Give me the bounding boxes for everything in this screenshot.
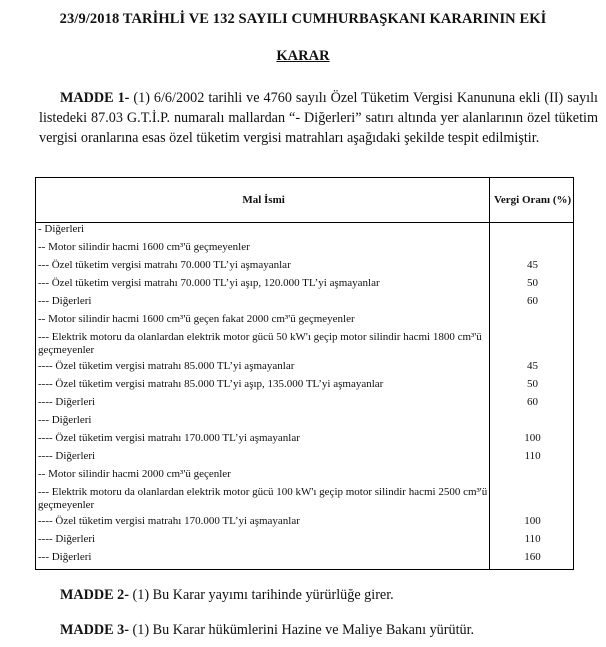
row-rate: 60 bbox=[490, 295, 574, 313]
row-label: --- Diğerleri bbox=[36, 551, 490, 570]
row-rate: 50 bbox=[490, 378, 574, 396]
row-rate: 100 bbox=[490, 432, 574, 450]
row-label: ---- Diğerleri bbox=[36, 450, 490, 468]
row-label: - Diğerleri bbox=[36, 223, 490, 242]
row-label: ---- Özel tüketim vergisi matrahı 85.000 TL’yi aşmayanlar bbox=[36, 360, 490, 378]
madde-1-text: (1) 6/6/2002 tarihli ve 4760 sayılı Özel Tüketim Vergisi Kanununa ekli (II) sayılı listedeki 87.03 G.T.İ.P. numaralı mallardan “- Diğerleri” satırı altında yer alanlarının özel tüketim vergisi oranlarına esas özel tüketim vergisi matrahları aşağıdaki şekilde tespit edilmiştir. bbox=[39, 90, 598, 146]
table-row bbox=[36, 515, 574, 533]
row-label: ---- Özel tüketim vergisi matrahı 85.000 TL’yi aşıp, 135.000 TL’yi aşmayanlar bbox=[36, 378, 490, 396]
row-rate: 100 bbox=[490, 515, 574, 533]
row-label: ---- Diğerleri bbox=[36, 533, 490, 551]
row-rate bbox=[490, 241, 574, 259]
table-header-row bbox=[36, 178, 574, 223]
table-row bbox=[36, 533, 574, 551]
row-rate bbox=[490, 468, 574, 486]
madde-3-text: (1) Bu Karar hükümlerini Hazine ve Maliye Bakanı yürütür. bbox=[132, 622, 475, 638]
row-label: --- Özel tüketim vergisi matrahı 70.000 TL’yi aşmayanlar bbox=[36, 259, 490, 277]
row-label: --- Özel tüketim vergisi matrahı 70.000 TL’yi aşıp, 120.000 TL’yi aşmayanlar bbox=[36, 277, 490, 295]
document-title: 23/9/2018 TARİHLİ VE 132 SAYILI CUMHURBAŞKANI KARARININ EKİ bbox=[59, 11, 547, 27]
row-rate bbox=[490, 414, 574, 432]
row-rate: 60 bbox=[490, 396, 574, 414]
row-label: ---- Özel tüketim vergisi matrahı 170.000 TL’yi aşmayanlar bbox=[36, 515, 490, 533]
row-label: -- Motor silindir hacmi 1600 cm³'ü geçen fakat 2000 cm³'ü geçmeyenler bbox=[36, 313, 490, 331]
madde-2-label: MADDE 2- bbox=[60, 587, 129, 603]
row-rate bbox=[490, 313, 574, 331]
row-rate: 160 bbox=[490, 551, 574, 570]
madde-2-text: (1) Bu Karar yayımı tarihinde yürürlüğe girer. bbox=[132, 587, 394, 603]
row-rate: 110 bbox=[490, 450, 574, 468]
column-header-mal-ismi: Mal İsmi bbox=[36, 178, 490, 223]
tax-rate-table bbox=[35, 177, 574, 570]
row-rate: 45 bbox=[490, 360, 574, 378]
table-row bbox=[36, 331, 574, 360]
section-heading-karar: KARAR bbox=[276, 48, 330, 64]
row-rate: 45 bbox=[490, 259, 574, 277]
madde-2-paragraph bbox=[60, 587, 394, 604]
row-rate: 50 bbox=[490, 277, 574, 295]
row-label: ---- Diğerleri bbox=[36, 396, 490, 414]
madde-1-label: MADDE 1- bbox=[60, 90, 130, 106]
column-header-vergi-orani: Vergi Oranı (%) bbox=[490, 178, 574, 223]
row-label: --- Diğerleri bbox=[36, 414, 490, 432]
table-row bbox=[36, 259, 574, 277]
table-row bbox=[36, 360, 574, 378]
row-label: --- Elektrik motoru da olanlardan elektrik motor gücü 100 kW'ı geçip motor silindir hacmi 2500 cm³'ü geçmeyenler bbox=[36, 486, 490, 515]
table-row bbox=[36, 450, 574, 468]
table-row bbox=[36, 378, 574, 396]
row-rate bbox=[490, 223, 574, 242]
table-row bbox=[36, 551, 574, 570]
row-label: -- Motor silindir hacmi 1600 cm³'ü geçmeyenler bbox=[36, 241, 490, 259]
row-label: ---- Özel tüketim vergisi matrahı 170.000 TL’yi aşmayanlar bbox=[36, 432, 490, 450]
table-row bbox=[36, 414, 574, 432]
madde-3-paragraph bbox=[60, 622, 474, 639]
table-row bbox=[36, 277, 574, 295]
row-label: --- Diğerleri bbox=[36, 295, 490, 313]
table-row bbox=[36, 313, 574, 331]
row-rate: 110 bbox=[490, 533, 574, 551]
table-row bbox=[36, 396, 574, 414]
table-row bbox=[36, 241, 574, 259]
madde-3-label: MADDE 3- bbox=[60, 622, 129, 638]
row-rate bbox=[490, 486, 574, 515]
table-row bbox=[36, 295, 574, 313]
table-row bbox=[36, 223, 574, 242]
row-label: -- Motor silindir hacmi 2000 cm³'ü geçenler bbox=[36, 468, 490, 486]
row-rate bbox=[490, 331, 574, 360]
madde-1-paragraph bbox=[39, 88, 598, 148]
table-row bbox=[36, 432, 574, 450]
table-row bbox=[36, 486, 574, 515]
table-row bbox=[36, 468, 574, 486]
row-label: --- Elektrik motoru da olanlardan elektrik motor gücü 50 kW'ı geçip motor silindir hacmi 1800 cm³'ü geçmeyenler bbox=[36, 331, 490, 360]
